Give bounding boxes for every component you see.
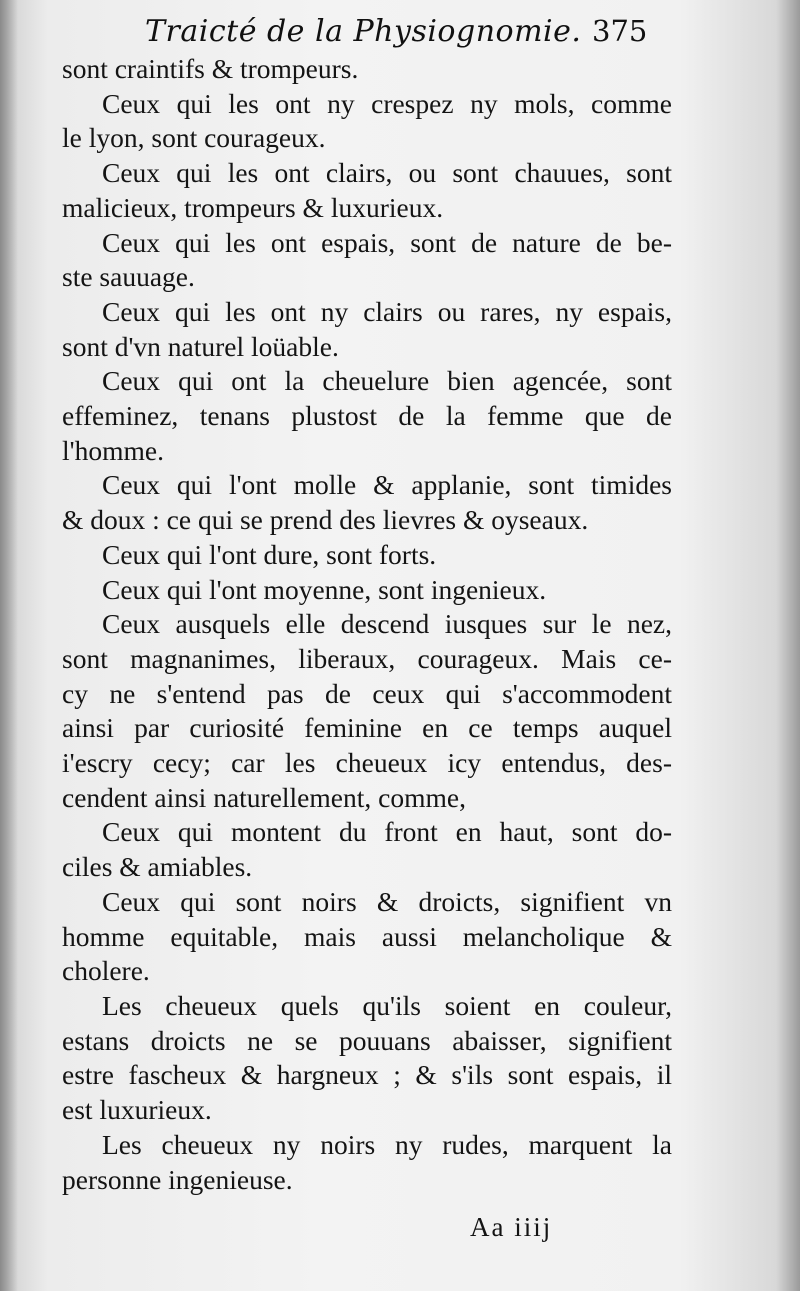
paragraph xyxy=(62,52,672,87)
text-line: personne ingenieuse. xyxy=(62,1163,293,1195)
text-line: Ceux qui montent du front en haut, sont do- xyxy=(102,816,672,848)
text-line: sont craintifs & trompeurs. xyxy=(62,53,359,84)
text-line: cholere. xyxy=(62,955,150,987)
paragraph xyxy=(62,885,672,989)
text-line: Ceux qui les ont ny crespez ny mols, comme xyxy=(102,87,672,119)
text-line: ciles & amiables. xyxy=(62,851,253,883)
running-title: Traicté de la Physiognomie. xyxy=(145,14,582,49)
text-line: Ceux qui les ont clairs, ou sont chauues, sont xyxy=(102,157,672,189)
paragraph xyxy=(62,1128,672,1197)
text-line: Ceux ausquels elle descend iusques sur le nez, xyxy=(102,608,672,640)
text-line: cendent ainsi naturellement, comme, xyxy=(62,781,466,813)
text-line: cy ne s'entend pas de ceux qui s'accommodent xyxy=(62,677,672,709)
text-line: estans droicts ne se pouuans abaisser, signifient xyxy=(62,1024,672,1056)
text-line: ainsi par curiosité feminine en ce temps auquel xyxy=(62,712,672,744)
paragraph xyxy=(62,364,672,468)
paragraph xyxy=(62,538,672,573)
text-line: est luxurieux. xyxy=(62,1094,212,1126)
text-line: Ceux qui sont noirs & droicts, signifient vn xyxy=(102,885,672,917)
paragraph xyxy=(62,468,672,537)
paragraph xyxy=(62,815,672,884)
running-head xyxy=(0,8,800,58)
text-line: Ceux qui les ont ny clairs ou rares, ny espais, xyxy=(102,295,672,327)
text-line: effeminez, tenans plustost de la femme que de xyxy=(62,400,672,432)
text-line: homme equitable, mais aussi melancholique & xyxy=(62,920,672,952)
text-line: sont d'vn naturel loüable. xyxy=(62,330,339,362)
text-line: sont magnanimes, liberaux, courageux. Mais ce- xyxy=(62,642,672,674)
paragraph xyxy=(62,573,672,608)
text-line: le lyon, sont courageux. xyxy=(62,122,326,154)
text-line: malicieux, trompeurs & luxurieux. xyxy=(62,191,444,223)
body-text xyxy=(62,52,672,1197)
text-line: Ceux qui l'ont moyenne, sont ingenieux. xyxy=(102,573,547,605)
text-line: & doux : ce qui se prend des lievres & oyseaux. xyxy=(62,504,589,536)
text-line: Ceux qui l'ont molle & applanie, sont timides xyxy=(102,469,672,501)
signature-mark: Aa iiij xyxy=(470,1212,553,1242)
paragraph xyxy=(62,226,672,295)
paragraph xyxy=(62,607,672,815)
text-line: Les cheueux ny noirs ny rudes, marquent la xyxy=(102,1128,672,1160)
text-line: estre fascheux & hargneux ; & s'ils sont espais, il xyxy=(62,1059,672,1091)
page-number: 375 xyxy=(592,14,648,48)
text-line: Les cheueux quels qu'ils soient en couleur, xyxy=(102,989,672,1021)
paragraph xyxy=(62,87,672,156)
text-line: l'homme. xyxy=(62,434,164,466)
text-line: ste sauuage. xyxy=(62,261,195,293)
paragraph xyxy=(62,989,672,1128)
paragraph xyxy=(62,156,672,225)
text-line: Ceux qui ont la cheuelure bien agencée, sont xyxy=(102,365,672,397)
text-line: Ceux qui l'ont dure, sont forts. xyxy=(102,538,437,570)
text-line: Ceux qui les ont espais, sont de nature de be- xyxy=(102,226,672,258)
text-line: i'escry cecy; car les cheueux icy entendus, des- xyxy=(62,747,672,779)
paragraph xyxy=(62,295,672,364)
